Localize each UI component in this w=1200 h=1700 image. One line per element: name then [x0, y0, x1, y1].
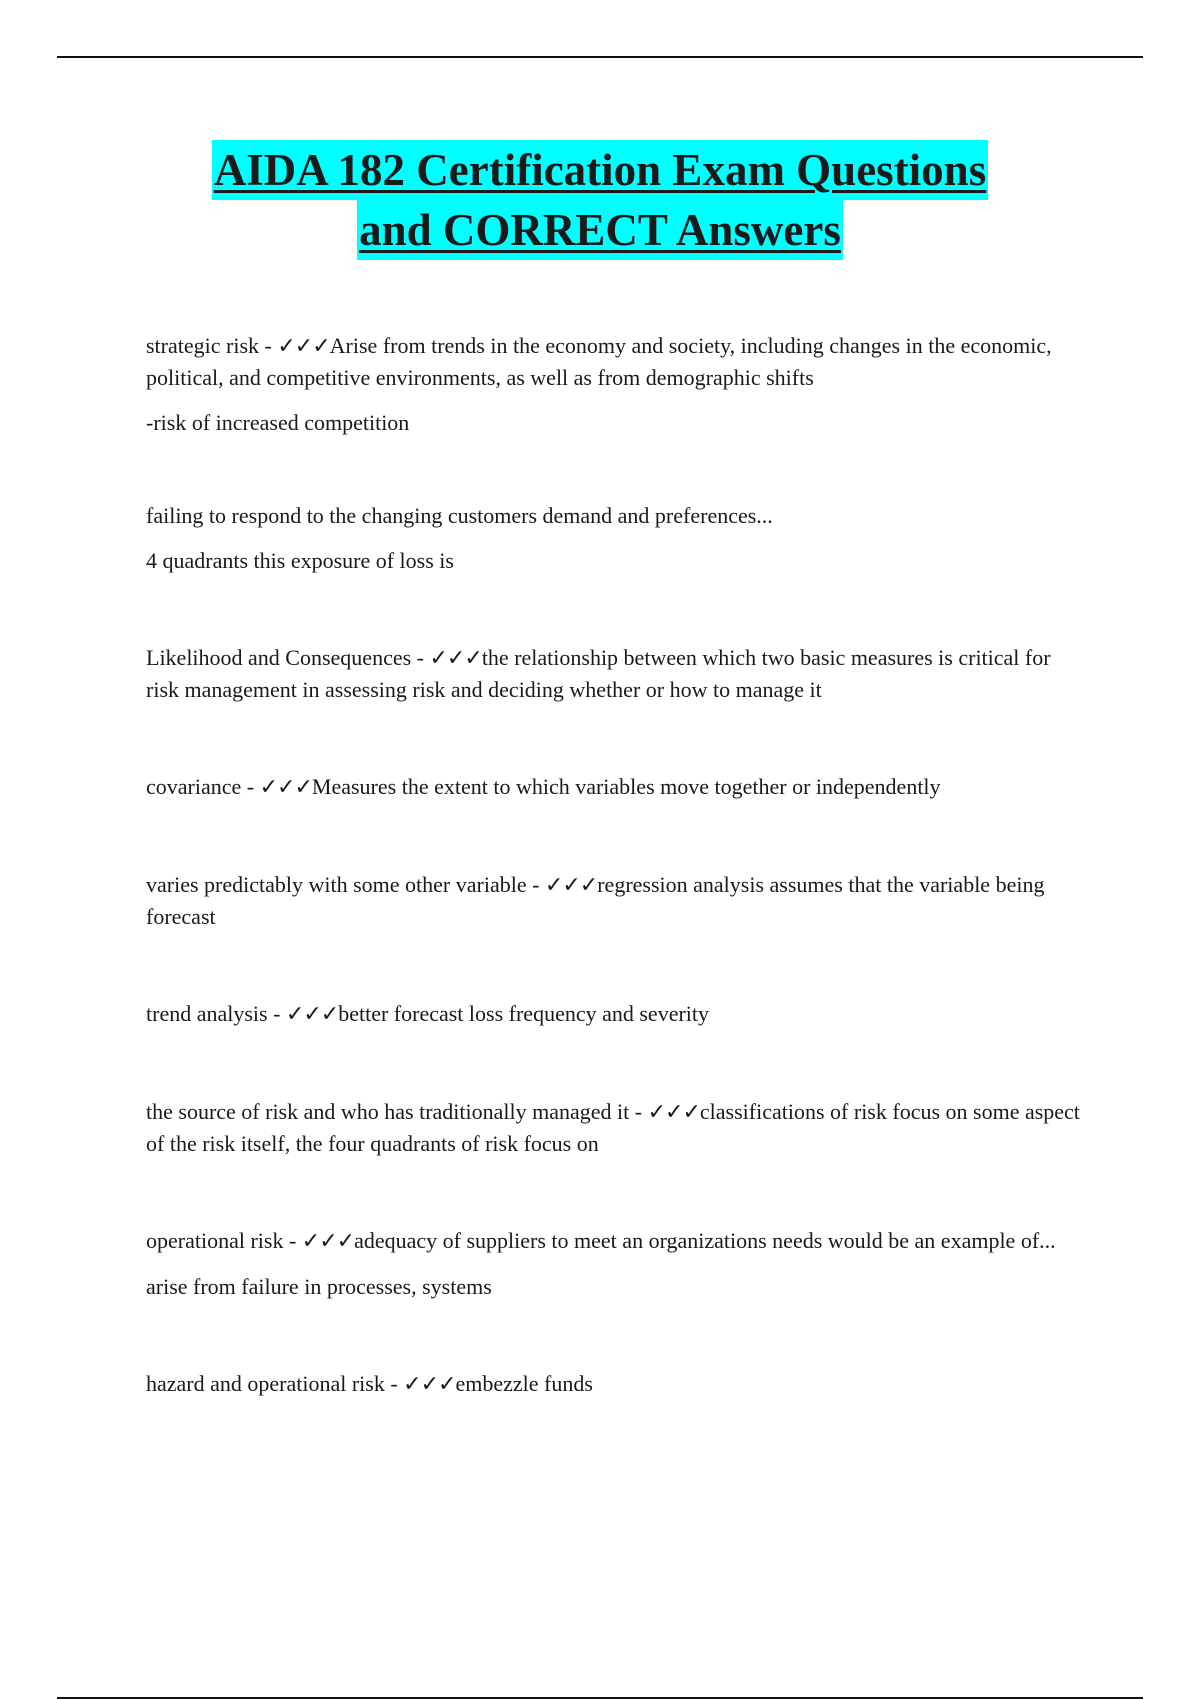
qa-entry [146, 500, 1086, 576]
document-title [0, 140, 1200, 260]
check-marks-icon: ✓✓✓ [277, 334, 330, 359]
qa-extra: 4 quadrants this exposure of loss is [146, 548, 454, 573]
qa-term: operational risk - [146, 1228, 302, 1253]
qa-list [146, 330, 1086, 1400]
qa-entry [146, 642, 1086, 705]
qa-term: trend analysis - [146, 1001, 286, 1026]
qa-term: covariance - [146, 774, 260, 799]
qa-entry [146, 869, 1086, 932]
top-rule [57, 56, 1143, 58]
qa-definition: regression analysis assumes that the variable being forecast [146, 872, 1045, 929]
qa-main [146, 1225, 1086, 1257]
qa-extra: -risk of increased competition [146, 410, 410, 435]
qa-definition: embezzle funds [455, 1371, 593, 1396]
bottom-rule [57, 1697, 1143, 1699]
qa-main [146, 330, 1086, 393]
check-marks-icon: ✓✓✓ [429, 646, 482, 671]
qa-main [146, 771, 1086, 803]
qa-definition: the relationship between which two basic measures is critical for risk management in assessing risk and deciding whether or how to manage it [146, 645, 1051, 702]
qa-entry [146, 1225, 1086, 1302]
check-marks-icon: ✓✓✓ [259, 775, 312, 800]
qa-main [146, 998, 1086, 1030]
qa-term: strategic risk - [146, 333, 278, 358]
qa-extra: arise from failure in processes, systems [146, 1274, 492, 1299]
qa-entry [146, 1096, 1086, 1159]
qa-entry [146, 998, 1086, 1030]
check-marks-icon: ✓✓✓ [301, 1229, 355, 1254]
qa-definition: adequacy of suppliers to meet an organizations needs would be an example of... [354, 1228, 1056, 1253]
qa-main [146, 642, 1086, 705]
qa-entry [146, 771, 1086, 803]
qa-entry [146, 1368, 1086, 1400]
qa-main [146, 1368, 1086, 1400]
qa-main [146, 869, 1086, 932]
qa-term: failing to respond to the changing customers demand and preferences... [146, 503, 773, 528]
qa-definition: classifications of risk focus on some aspect of the risk itself, the four quadrants of risk focus on [146, 1099, 1080, 1156]
check-marks-icon: ✓✓✓ [544, 873, 598, 898]
qa-main [146, 1096, 1086, 1159]
qa-definition: better forecast loss frequency and severity [338, 1001, 710, 1026]
check-marks-icon: ✓✓✓ [285, 1002, 339, 1027]
qa-term: the source of risk and who has traditionally managed it - [146, 1099, 648, 1124]
qa-definition: Arise from trends in the economy and society, including changes in the economic, political, and competitive environments, as well as from demographic shifts [146, 333, 1052, 390]
check-marks-icon: ✓✓✓ [403, 1372, 456, 1397]
title-line-2: and CORRECT Answers [357, 200, 843, 260]
qa-term: Likelihood and Consequences - [146, 645, 430, 670]
qa-term: varies predictably with some other variable - [146, 872, 545, 897]
qa-term: hazard and operational risk - [146, 1371, 404, 1396]
qa-definition: Measures the extent to which variables move together or independently [311, 774, 941, 799]
title-line-1: AIDA 182 Certification Exam Questions [212, 140, 988, 200]
qa-entry [146, 330, 1086, 438]
check-marks-icon: ✓✓✓ [647, 1100, 700, 1125]
